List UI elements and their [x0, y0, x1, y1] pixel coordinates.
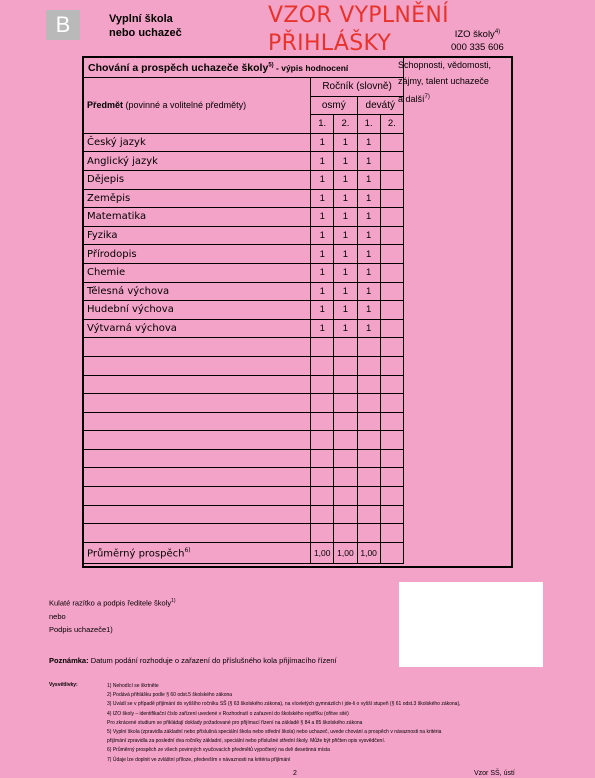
- stamp-line-1: Kulaté razítko a podpis ředitele školy: [49, 598, 172, 608]
- grade-cell: 1: [357, 301, 380, 320]
- grade-cell: [311, 468, 334, 487]
- table-row: [84, 449, 404, 468]
- grade-cell: [357, 375, 380, 394]
- footnotes-list: [107, 682, 547, 765]
- table-row: [84, 189, 404, 208]
- footnote-item: 1) Nehodící se škrtněte: [107, 683, 159, 689]
- grade-cell: [357, 431, 380, 450]
- grade-cell: 1: [334, 282, 357, 301]
- grade-cell: [334, 394, 357, 413]
- grade-cell: 1: [334, 263, 357, 282]
- grade-cell: [311, 394, 334, 413]
- grade-cell: 1: [334, 319, 357, 338]
- footnote-item: 4) IZO školy – identifikační číslo zařízení uvedené v Rozhodnutí o zařazení do školského rejstříku (ořitve sité): [107, 710, 349, 717]
- grade-cell: [357, 468, 380, 487]
- subject-cell: [84, 449, 311, 468]
- subject-cell: Přírodopis: [84, 245, 311, 264]
- average-value: [380, 542, 403, 563]
- table-row: [84, 319, 404, 338]
- stamp-note: 1): [171, 598, 176, 604]
- grade-cell: [380, 226, 403, 245]
- grade-cell: 1: [311, 170, 334, 189]
- grade-cell: [334, 505, 357, 524]
- grade-cell: 1: [311, 133, 334, 152]
- average-row: [84, 542, 404, 563]
- page-number: 2: [293, 770, 297, 777]
- grade-cell: 1: [357, 189, 380, 208]
- grade-cell: 1: [357, 245, 380, 264]
- table-row: [84, 263, 404, 282]
- table-row: [84, 152, 404, 171]
- talent-line-3: a další: [398, 94, 425, 104]
- footnote-item: 6) Průměrný prospěch ze všech povinných vyučovacích předmětů vypočtený na dvě desetinná místa: [107, 747, 330, 754]
- subject-cell: Matematika: [84, 208, 311, 227]
- grade-cell: 1: [311, 245, 334, 264]
- grade-cell: 1: [357, 263, 380, 282]
- stamp-line-2: nebo: [49, 611, 66, 621]
- subject-cell: [84, 394, 311, 413]
- sample-watermark: [268, 2, 449, 58]
- grade-cell: [357, 412, 380, 431]
- subject-cell: Český jazyk: [84, 133, 311, 152]
- grade-cell: [311, 431, 334, 450]
- grade-cell: [311, 412, 334, 431]
- stamp-signature-box[interactable]: [399, 582, 543, 667]
- average-value: 1,00: [334, 542, 357, 563]
- subject-cell: Hudební výchova: [84, 301, 311, 320]
- filler-line-1: Vyplní škola: [109, 13, 173, 25]
- grade-cell: [357, 505, 380, 524]
- table-row: [84, 170, 404, 189]
- grade-cell: [311, 487, 334, 506]
- year-9-header: devátý: [357, 96, 403, 115]
- filler-label: [109, 12, 182, 40]
- subject-cell: Anglický jazyk: [84, 152, 311, 171]
- grade-cell: [334, 375, 357, 394]
- average-value: 1,00: [311, 542, 334, 563]
- watermark-line-1: VZOR VYPLNĚNÍ: [268, 3, 449, 28]
- footnote-item: Pro zkrácené studium se přikládají doklady požadované pro přijímací řízení na základě § 84 a 85 školského zákona: [107, 719, 363, 726]
- watermark-line-2: PŘIHLÁŠKY: [268, 31, 392, 56]
- talent-line-1: Schopnosti, vědomosti,: [398, 60, 492, 70]
- average-value: 1,00: [357, 542, 380, 563]
- grade-cell: [357, 338, 380, 357]
- izo-value: 000 335 606: [451, 42, 504, 54]
- grade-cell: 1: [334, 301, 357, 320]
- term-header: 1.: [311, 115, 334, 134]
- grade-cell: [380, 282, 403, 301]
- footnote-item: 3) Uvádí se v případě přijímání do vyššího ročníku SŠ (§ 63 školského zákona), na víceletých gymnáziích i jde-li o vyšší stupeň (§ 61 odst.3 školského zákona),: [107, 701, 461, 708]
- footnotes-title: Vysvětlivky:: [49, 682, 78, 688]
- subject-cell: [84, 524, 311, 543]
- stamp-instructions: [49, 595, 176, 636]
- section-badge: B: [46, 10, 80, 40]
- grade-cell: 1: [334, 245, 357, 264]
- table-row: [84, 301, 404, 320]
- grade-header: Ročník (slovně): [311, 78, 404, 97]
- grade-cell: [380, 319, 403, 338]
- grade-cell: [311, 375, 334, 394]
- grade-cell: [357, 449, 380, 468]
- grade-cell: [380, 431, 403, 450]
- grade-cell: [380, 152, 403, 171]
- grade-cell: [334, 356, 357, 375]
- table-row: [84, 505, 404, 524]
- grade-cell: [357, 524, 380, 543]
- grade-cell: 1: [311, 282, 334, 301]
- subject-cell: Zeměpis: [84, 189, 311, 208]
- grade-cell: 1: [311, 263, 334, 282]
- table-row: [84, 226, 404, 245]
- grade-cell: [334, 449, 357, 468]
- table-row: [84, 431, 404, 450]
- subject-cell: [84, 356, 311, 375]
- grade-cell: [380, 505, 403, 524]
- grade-cell: [380, 263, 403, 282]
- grade-cell: 1: [334, 226, 357, 245]
- talent-note: 7): [424, 94, 430, 100]
- subject-cell: [84, 468, 311, 487]
- grade-cell: 1: [357, 208, 380, 227]
- table-row: [84, 524, 404, 543]
- footnote-item: 2) Podává přihlášku podle § 60 odst.5 školského zákona: [107, 692, 233, 699]
- izo-note: 4): [494, 29, 501, 35]
- izo-block: [451, 26, 504, 54]
- grade-cell: [380, 338, 403, 357]
- grade-cell: 1: [334, 189, 357, 208]
- subject-cell: [84, 375, 311, 394]
- grade-cell: [311, 524, 334, 543]
- table-row: [84, 394, 404, 413]
- table-row: [84, 245, 404, 264]
- note: [49, 656, 337, 665]
- grade-cell: 1: [357, 319, 380, 338]
- average-label: Průměrný prospěch$^{6)}$: [84, 542, 311, 563]
- grade-cell: [311, 338, 334, 357]
- table-row: [84, 487, 404, 506]
- grade-cell: [380, 133, 403, 152]
- term-header: 1.: [357, 115, 380, 134]
- grade-cell: [380, 356, 403, 375]
- grade-cell: [334, 338, 357, 357]
- footnote-item: 5) Vyplní škola (zpravidla základní nebo příslušná speciální škola nebo střední škola) nebo uchazeč, uvede chování a prospěch v návaznosti na kritéria: [107, 729, 442, 736]
- grade-cell: 1: [311, 152, 334, 171]
- table-row: [84, 375, 404, 394]
- izo-label: IZO školy: [454, 29, 495, 41]
- footer-label: Vzor SŠ, ústí: [474, 770, 515, 777]
- footnote-item: 7) Údaje lze doplnit ve zvláštní příloze, především v návaznosti na kritéria přijímání: [107, 756, 291, 763]
- grade-cell: [334, 412, 357, 431]
- subject-cell: [84, 505, 311, 524]
- term-header: 2.: [380, 115, 403, 134]
- subject-cell: [84, 431, 311, 450]
- grade-cell: [380, 189, 403, 208]
- grade-cell: [380, 524, 403, 543]
- grade-cell: [311, 449, 334, 468]
- grade-cell: [380, 375, 403, 394]
- grade-cell: 1: [334, 152, 357, 171]
- table-title: Chování a prospěch uchazeče školy$^{5)}$ - výpis hodnocení: [84, 58, 404, 78]
- talent-panel: [398, 57, 512, 107]
- table-row: [84, 208, 404, 227]
- grade-cell: 1: [357, 226, 380, 245]
- grade-cell: 1: [357, 152, 380, 171]
- note-label: Poznámka:: [49, 656, 89, 665]
- table-row: [84, 133, 404, 152]
- stamp-line-3: Podpis uchazeče1): [49, 624, 113, 634]
- talent-line-2: zájmy, talent uchazeče: [398, 76, 489, 86]
- grade-cell: 1: [311, 189, 334, 208]
- grade-cell: 1: [311, 208, 334, 227]
- grade-cell: [380, 487, 403, 506]
- grade-cell: 1: [311, 319, 334, 338]
- grade-cell: [311, 505, 334, 524]
- grade-cell: 1: [311, 226, 334, 245]
- grade-cell: 1: [334, 170, 357, 189]
- grade-cell: [334, 487, 357, 506]
- grade-cell: [380, 245, 403, 264]
- subject-cell: [84, 338, 311, 357]
- filler-line-2: nebo uchazeč: [109, 27, 182, 39]
- grade-cell: [380, 412, 403, 431]
- grade-cell: 1: [334, 208, 357, 227]
- table-row: [84, 282, 404, 301]
- subject-cell: Dějepis: [84, 170, 311, 189]
- table-row: [84, 356, 404, 375]
- subject-cell: Fyzika: [84, 226, 311, 245]
- grade-cell: 1: [357, 282, 380, 301]
- grade-cell: 1: [357, 170, 380, 189]
- term-header: 2.: [334, 115, 357, 134]
- subject-cell: Výtvarná výchova: [84, 319, 311, 338]
- note-text: Datum podání rozhoduje o zařazení do příslušného kola přijímacího řízení: [88, 656, 337, 665]
- year-8-header: osmý: [311, 96, 357, 115]
- grade-cell: [380, 468, 403, 487]
- grade-cell: [380, 208, 403, 227]
- grades-table: [83, 57, 404, 564]
- subject-cell: Tělesná výchova: [84, 282, 311, 301]
- grade-cell: [357, 356, 380, 375]
- table-row: [84, 468, 404, 487]
- grade-cell: [380, 449, 403, 468]
- grade-cell: [357, 394, 380, 413]
- grade-cell: [334, 524, 357, 543]
- grade-cell: 1: [311, 301, 334, 320]
- grade-cell: 1: [357, 133, 380, 152]
- subject-header: Předmět (povinné a volitelné předměty): [84, 78, 311, 134]
- grade-cell: [334, 431, 357, 450]
- grade-cell: [334, 468, 357, 487]
- grade-cell: [380, 170, 403, 189]
- grade-cell: [357, 487, 380, 506]
- grade-cell: 1: [334, 133, 357, 152]
- footnote-item: přijímání zpravidla za poslední dva ročníky základní, speciální nebo příslušné střední školy. Může být přičten opis vysvědčení.: [107, 738, 386, 745]
- subject-cell: [84, 412, 311, 431]
- subject-cell: [84, 487, 311, 506]
- table-row: [84, 338, 404, 357]
- grade-cell: [380, 301, 403, 320]
- subject-cell: Chemie: [84, 263, 311, 282]
- grade-cell: [311, 356, 334, 375]
- grade-cell: [380, 394, 403, 413]
- table-row: [84, 412, 404, 431]
